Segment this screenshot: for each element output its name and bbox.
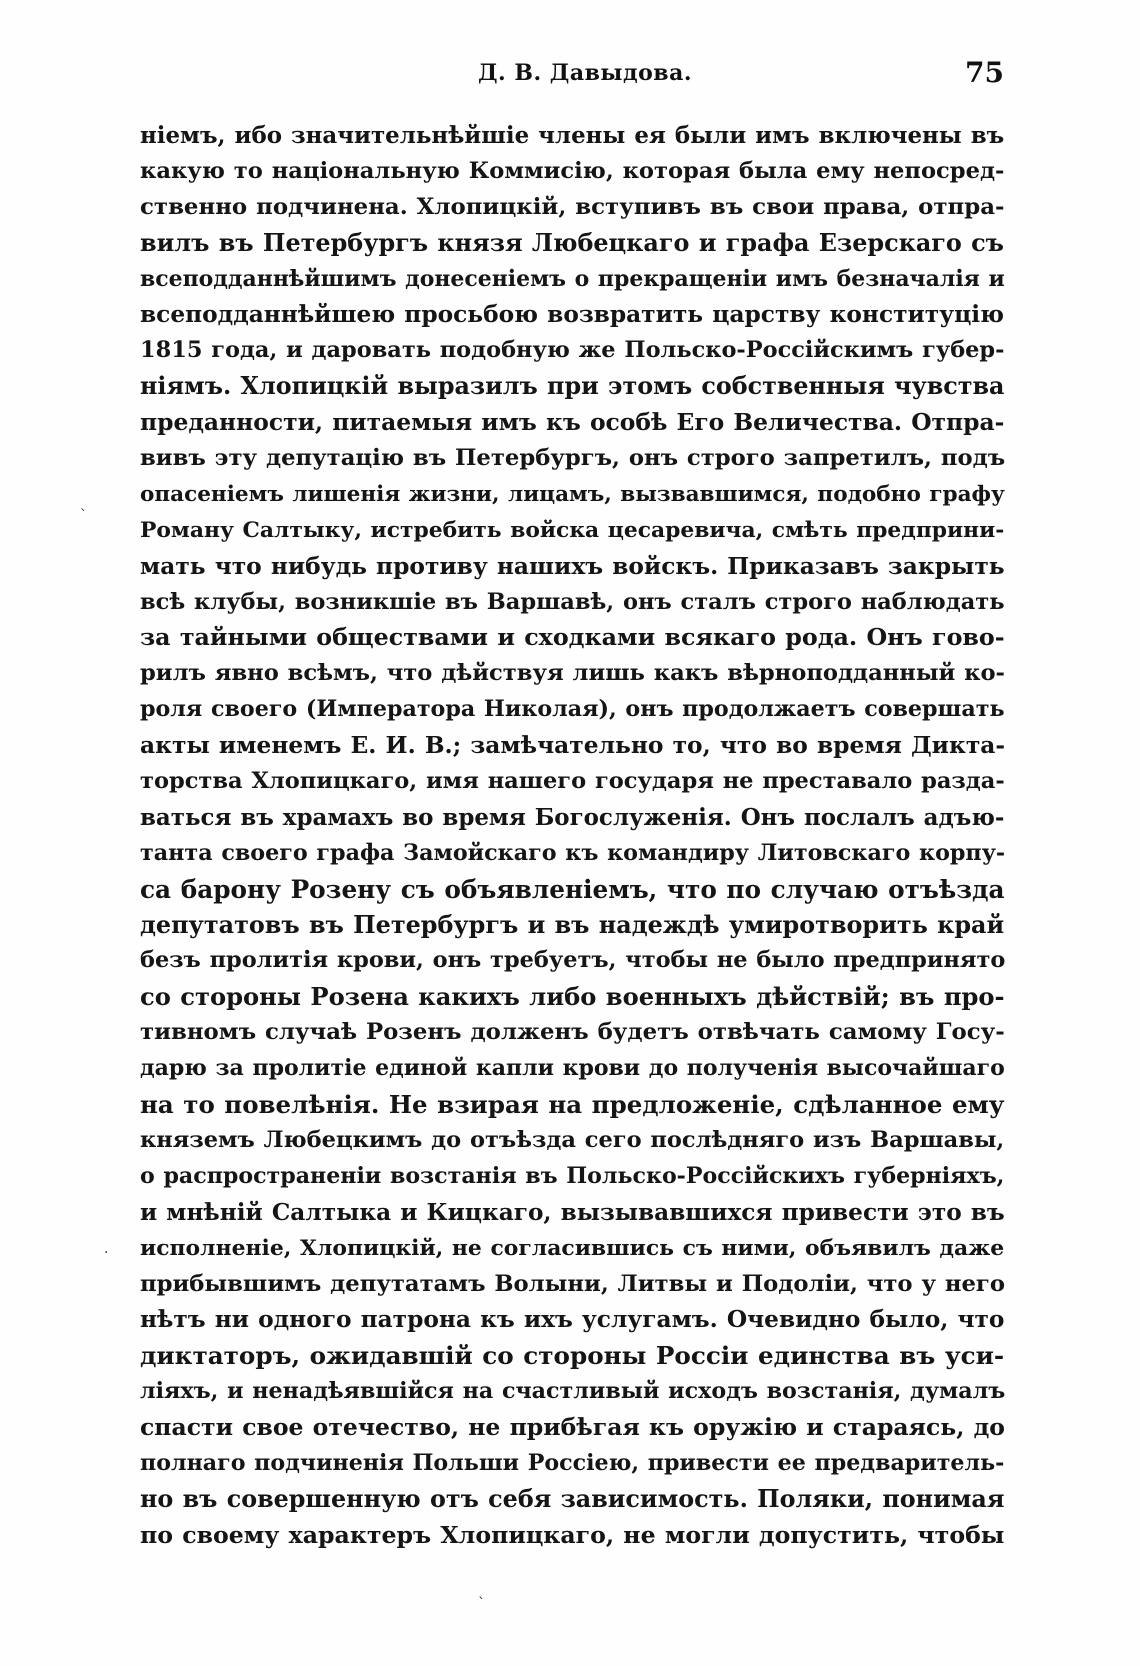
text-line: Роману Салтыку, истребить войска цесаревича, смѣть предприни- <box>140 517 1005 543</box>
text-line: по своему характеръ Хлопицкаго, не могли допустить, чтобы <box>140 1520 1005 1549</box>
text-line: нѣтъ ни одного патрона къ ихъ услугамъ. Очевидно было, что <box>140 1306 1005 1334</box>
text-line: танта своего графа Замойскаго къ командиру Литовскаго корпу- <box>140 839 1006 866</box>
text-line: ваться въ храмахъ во время Богослуженія. Онъ послалъ адъю- <box>140 803 1005 831</box>
page-number: 75 <box>965 56 1004 89</box>
text-line: роля своего (Императора Николая), онъ продолжаетъ совершать <box>140 696 1005 723</box>
text-line: какую то національную Коммисію, которая была ему непосред- <box>140 157 1005 184</box>
text-line: опасеніемъ лишенія жизни, лицамъ, вызвавшимся, подобно графу <box>140 481 1005 507</box>
page-header <box>140 56 1010 100</box>
running-head: Д. В. Давыдова. <box>478 60 692 86</box>
text-line: о распространеніи возстанія въ Польско-Россійскихъ губерніяхъ, <box>140 1162 1005 1189</box>
text-line: ніемъ, ибо значительнѣйшіе члены ея были имъ включены въ <box>140 122 1005 149</box>
text-line: торства Хлопицкаго, имя нашего государя не преставало разда- <box>140 768 1005 795</box>
text-line: княземъ Любецкимъ до отъѣзда сего послѣдняго изъ Варшавы, <box>140 1126 1005 1153</box>
text-line: депутатовъ въ Петербургъ и въ надеждѣ умиротворить край <box>140 910 1005 939</box>
text-line: вивъ эту депутацію въ Петербургъ, онъ строго запретилъ, подъ <box>140 445 1006 472</box>
text-line: спасти свое отечество, не прибѣгая къ оружію и стараясь, до <box>140 1413 1005 1442</box>
text-line: ственно подчинена. Хлопицкій, вступивъ въ свои права, отпра- <box>140 193 1005 220</box>
text-line: акты именемъ Е. И. В.; замѣчательно то, что во время Дикта- <box>140 731 1006 760</box>
text-line: 1815 года, и даровать подобную же Польско-Россійскимъ губер- <box>140 337 1005 364</box>
text-line: безъ пролитія крови, онъ требуетъ, чтобы не было предпринято <box>140 947 1006 974</box>
margin-speck: · <box>104 1245 109 1261</box>
text-line: со стороны Розена какихъ либо военныхъ дѣйствій; въ про- <box>140 982 1005 1012</box>
text-line: на то повелѣнія. Не взирая на предложеніе, сдѣланное ему <box>140 1090 1005 1120</box>
text-line: диктаторъ, ожидавшій со стороны Россіи единства въ уси- <box>140 1341 1005 1371</box>
text-line: мать что нибудь противу нашихъ войскъ. Приказавъ закрыть <box>140 552 1005 580</box>
margin-speck: ˋ <box>478 1596 485 1612</box>
text-line: всеподданнѣйшею просьбою возвратить царству конституцію <box>140 301 1004 329</box>
margin-speck: ˋ <box>80 508 87 524</box>
text-line: и мнѣній Салтыка и Кицкаго, вызывавшихся привести это въ <box>140 1198 1005 1226</box>
text-line: прибывшимъ депутатамъ Волыни, Литвы и Подоліи, что у него <box>140 1270 1005 1297</box>
text-line: са барону Розену съ объявленіемъ, что по случаю отъѣзда <box>140 874 1005 904</box>
text-line: ліяхъ, и ненадѣявшійся на счастливый исходъ возстанія, думалъ <box>140 1378 1006 1405</box>
body-text <box>140 118 1004 1554</box>
text-line: но въ совершенную отъ себя зависимость. Поляки, понимая <box>140 1484 1005 1513</box>
text-line: ніямъ. Хлопицкій выразилъ при этомъ собственныя чувства <box>140 372 1005 401</box>
text-line: дарю за пролитіе единой капли крови до полученія высочайшаго <box>140 1055 1005 1082</box>
text-line: за тайными обществами и сходками всякаго рода. Онъ гово- <box>140 623 1005 652</box>
text-line: рилъ явно всѣмъ, что дѣйствуя лишь какъ вѣрноподданный ко- <box>140 660 1005 687</box>
text-line: всѣ клубы, возникшіе въ Варшавѣ, онъ сталъ строго наблюдать <box>140 588 1005 615</box>
text-line: преданности, питаемыя имъ къ особѣ Его Величества. Отпра- <box>140 408 1005 437</box>
text-line: полнаго подчиненія Польши Россіею, привести ее предваритель- <box>140 1449 1005 1476</box>
text-line: всеподданнѣйшимъ донесеніемъ о прекращеніи имъ безначалія и <box>140 265 1005 292</box>
text-line: исполненіе, Хлопицкій, не согласившись съ ними, объявилъ даже <box>140 1234 1005 1261</box>
text-line: вилъ въ Петербургъ князя Любецкаго и графа Езерскаго съ <box>140 228 1004 257</box>
text-line: тивномъ случаѣ Розенъ долженъ будетъ отвѣчать самому Госу- <box>140 1019 1005 1046</box>
